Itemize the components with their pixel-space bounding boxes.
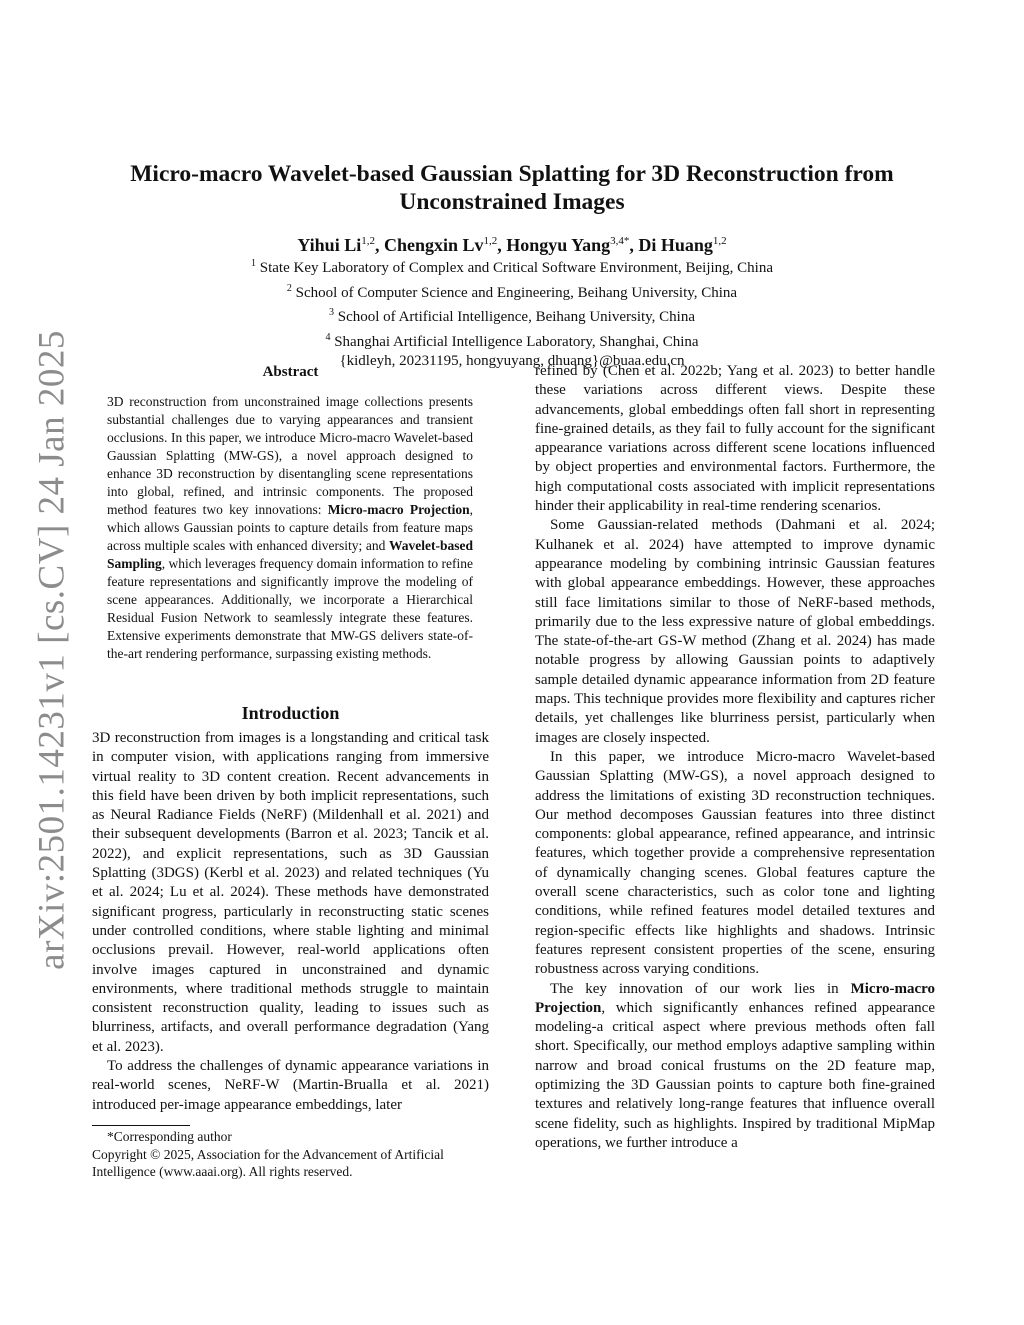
affiliation-line [100,328,924,353]
affiliation-line [100,254,924,279]
author-name: Chengxin Lv [383,235,484,255]
paragraph: Some Gaussian-related methods (Dahmani et al. 2024; Kulhanek et al. 2024) have attempted to improve dynamic appearance modeling by combining intrinsic Gaussian features with global appearance embeddings. However, these approaches still face limitations similar to those of NeRF-based methods, primarily due to the less expressive nature of global embeddings. The state-of-the-art GS-W method (Zhang et al. 2024) has made notable progress by allowing Gaussian points to adaptively sample detailed dynamic appearance information from 2D feature maps. This technique provides more flexibility and captures richer details, yet challenges like blurriness persist, particularly when images are closely inspected. [535,517,935,746]
affiliation-text: School of Artificial Intelligence, Beihang University, China [337,309,696,325]
abstract-heading: Abstract [262,364,319,380]
bold-term: Micro-macro Projection [327,502,470,517]
paper-title [100,160,924,216]
affiliation-text: School of Computer Science and Engineering, Beihang University, China [295,284,738,301]
author-affiliation-marker: 1,2 [483,235,498,247]
left-column-text [92,729,489,1115]
author-affiliation-marker: 1,2 [712,235,727,247]
author-list: Yihui Li$^{1,2}$, Chengxin Lv$^{1,2}$, Hongyu Yang$^{3,4*}$, Di Huang$^{1,2}$ [297,235,727,255]
footnote [92,1128,489,1181]
corresponding-author-note: *Corresponding author [107,1129,232,1144]
bold-term: Wavelet-based Sampling [107,538,473,571]
title-line-2: Unconstrained Images [399,189,625,215]
introduction-heading: Introduction [241,703,340,723]
copyright-notice: Copyright © 2025, Association for the Advancement of Artificial Intelligence (www.aaai.org). All rights reserved. [92,1146,444,1179]
paragraph: 3D reconstruction from images is a longstanding and critical task in computer vision, with applications ranging from immersive virtual reality to 3D content creation. Recent advancements in this field have been driven by both implicit representations, such as Neural Radiance Fields (NeRF) (Mildenhall et al. 2021) and their subsequent developments (Barron et al. 2023; Tancik et al. 2022), and explicit representations, such as 3D Gaussian Splatting (3DGS) (Kerbl et al. 2023) and related techniques (Yu et al. 2024; Lu et al. 2024). These methods have demonstrated significant progress, particularly in reconstructing static scenes under controlled conditions, where stable lighting and minimal occlusions prevail. However, real-world applications often involve images captured in unconstrained and dynamic environments, where traditional methods struggle to maintain consistent reconstruction quality, leading to issues such as blurriness, artifacts, and overall performance degradation (Yang et al. 2023). [92,730,489,1055]
paragraph: In this paper, we introduce Micro-macro Wavelet-based Gaussian Splatting (MW-GS), a novel approach designed to address the limitations of existing 3D reconstruction techniques. Our method decomposes Gaussian features into three distinct components: global appearance, refined appearance, and intrinsic features, which together provide a comprehensive representation of dynamically changing scenes. Global features capture the overall scene characteristics, such as color tone and lighting conditions, while refined features model detailed textures and region-specific effects like highlights and shadows. Intrinsic features represent consistent properties of the scene, ensuring robustness across varying conditions. [535,748,935,978]
bold-term: Micro-macro Projection [535,980,935,1016]
author-name: Di Huang [638,235,713,255]
affiliation-number: 1 [251,258,257,269]
author-affiliation-marker: 1,2 [361,235,375,247]
footnote-rule [92,1125,190,1126]
arxiv-identifier: arXiv:2501.14231v1 [cs.CV] 24 Jan 2025 [31,330,73,970]
email-line: {kidleyh, 20231195, hongyuyang, dhuang}@buaa.edu.cn [339,353,685,369]
paragraph: The key innovation of our work lies in Micro-macro Projection, which significantly enhances refined appearance modeling-a critical aspect where previous methods often fall short. Specifically, our method employs adaptive sampling within narrow and broad conical frustums on the 2D feature map, optimizing the 3D Gaussian points to capture both fine-grained textures and relatively long-range features that influence overall scene fidelity, such as highlights. Inspired by traditional MipMap operations, we further introduce a [535,980,935,1151]
affiliation-text: Shanghai Artificial Intelligence Laboratory, Shanghai, China [334,333,699,350]
affiliation-line [100,279,924,304]
right-column-text [535,362,935,1153]
abstract-body: 3D reconstruction from unconstrained image collections presents substantial challenges due to varying appearances and transient occlusions. In this paper, we introduce Micro-macro Wavelet-based Gaussian Splatting (MW-GS), a novel approach designed to enhance 3D reconstruction by disentangling scene representations into global, refined, and intrinsic components. The proposed method features two key innovations: Micro-macro Projection, which allows Gaussian points to capture details from feature maps across multiple scales with enhanced diversity; and Wavelet-based Sampling, which leverages frequency domain information to refine feature representations and significantly improve the modeling of scene appearances. Additionally, we incorporate a Hierarchical Residual Fusion Network to seamlessly integrate these features. Extensive experiments demonstrate that MW-GS delivers state-of-the-art rendering performance, surpassing existing methods. [107,394,473,661]
affiliations [100,254,924,372]
affiliation-list [100,254,924,352]
author-name: Yihui Li [297,235,362,255]
affiliation-number: 3 [328,307,334,318]
paragraph: refined by (Chen et al. 2022b; Yang et al. 2023) to better handle these variations across different views. Despite these advancements, global embeddings often fall short in representing fine-grained details, as they fail to fully account for the significant appearance variations across different scene locations influenced by object properties and environmental factors. Furthermore, the high computational costs associated with implicit representations hinder their applicability in real-time rendering scenarios. [535,363,935,515]
affiliation-number: 4 [325,331,331,343]
affiliation-number: 2 [286,282,292,294]
title-line-1: Micro-macro Wavelet-based Gaussian Splatting for 3D Reconstruction from [130,161,894,187]
author-affiliation-marker: 3,4* [610,235,630,247]
affiliation-text: State Key Laboratory of Complex and Critical Software Environment, Beijing, China [259,260,773,276]
affiliation-line [100,303,924,328]
author-name: Hongyu Yang [506,235,611,255]
paragraph: To address the challenges of dynamic appearance variations in real-world scenes, NeRF-W (Martin-Brualla et al. 2021) introduced per-image appearance embeddings, later [92,1058,489,1113]
